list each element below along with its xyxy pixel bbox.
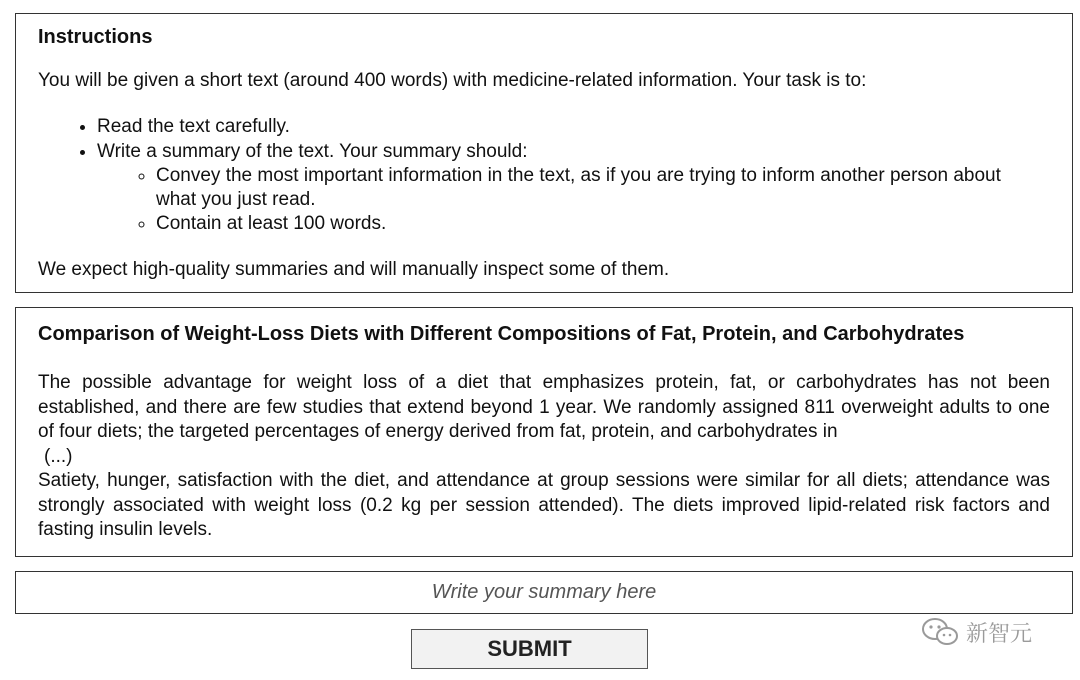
summary-criteria xyxy=(97,164,1026,236)
criteria-item: ◦ Convey the most important information in the text, as if you are trying to inform another person about what you just read. xyxy=(156,164,1026,212)
instructions-title: Instructions xyxy=(38,26,153,48)
article-ellipsis: (...) xyxy=(44,445,73,467)
article-paragraph: The possible advantage for weight loss of a diet that emphasizes protein, fat, or carbohydrates has not been established, and there are few studies that extend beyond 1 year. We randomly assigned 811 overweight adults to one of four diets; the targeted percentages of energy derived from fat, protein, and carbohydrates in xyxy=(38,372,1050,442)
submit-button[interactable]: SUBMIT xyxy=(411,629,648,669)
instructions-intro: You will be given a short text (around 400 words) with medicine-related information. Your task is to: xyxy=(38,70,867,91)
article-title: Comparison of Weight-Loss Diets with Different Compositions of Fat, Protein, and Carbohydrates xyxy=(38,323,965,345)
article-paragraph: Satiety, hunger, satisfaction with the diet, and attendance at group sessions were similar for all diets; attendance was strongly associated with weight loss (0.2 kg per session attended). The diets improved lipid-related risk factors and fasting insulin levels. xyxy=(38,470,1050,540)
watermark-text: 新智元 xyxy=(966,621,1033,647)
article-body xyxy=(38,371,1050,543)
summary-input[interactable] xyxy=(15,571,1073,614)
watermark xyxy=(920,612,1032,652)
wechat-icon xyxy=(920,616,960,648)
instructions-steps xyxy=(38,114,1026,236)
step-item-label: Write a summary of the text. Your summary should: xyxy=(97,141,528,162)
step-item: • Read the text carefully. xyxy=(97,114,1026,139)
article-panel xyxy=(15,307,1073,557)
criteria-item: ◦ Contain at least 100 words. xyxy=(156,212,1026,236)
instructions-expectation: We expect high-quality summaries and will manually inspect some of them. xyxy=(38,259,670,280)
instructions-panel xyxy=(15,13,1073,293)
step-item xyxy=(97,139,1026,236)
